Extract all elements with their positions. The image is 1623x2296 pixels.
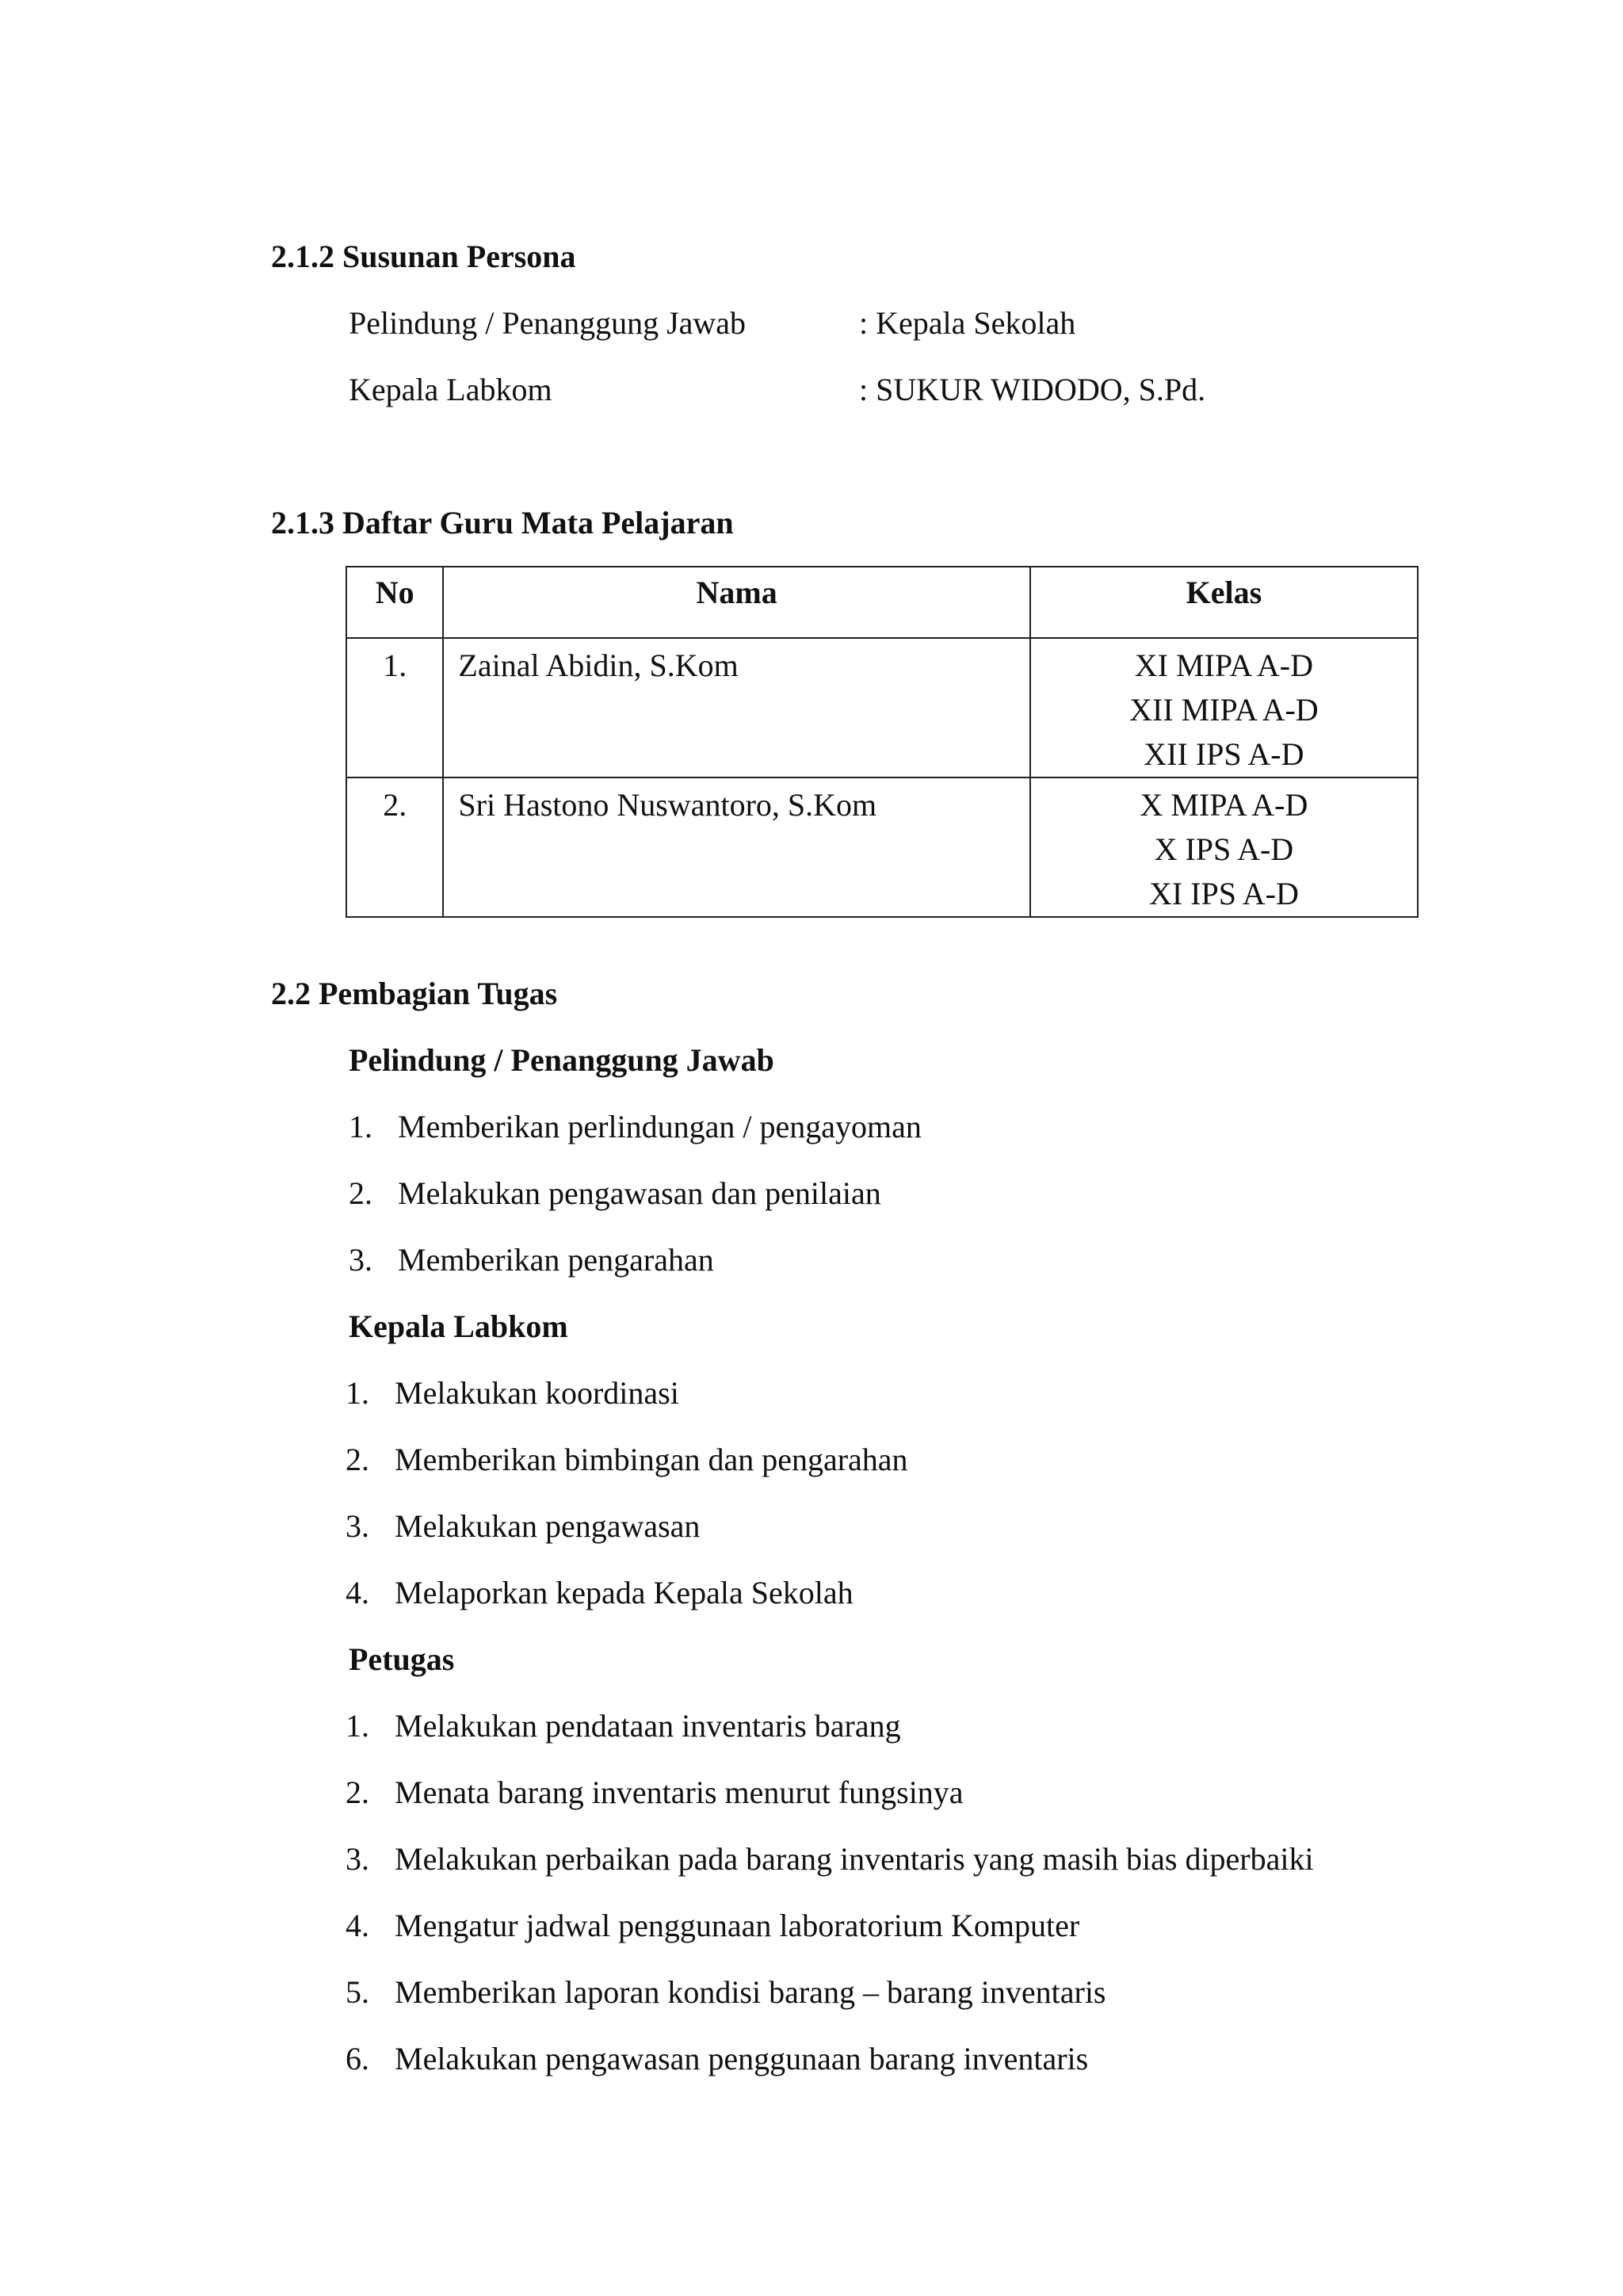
list-item: Memberikan perlindungan / pengayoman xyxy=(398,1109,922,1144)
group-title-petugas: Petugas xyxy=(349,1641,455,1677)
persona-label-pelindung: Pelindung / Penanggung Jawab xyxy=(349,305,747,341)
list-item-number: 4. xyxy=(346,1908,369,1943)
kelas-entry: XII MIPA A-D xyxy=(1129,692,1319,728)
list-item-number: 2. xyxy=(346,1775,369,1810)
column-header-nama: Nama xyxy=(443,567,1029,638)
list-item: Melakukan pengawasan dan penilaian xyxy=(398,1175,881,1211)
column-header-kelas: Kelas xyxy=(1030,567,1418,638)
list-item-number: 1. xyxy=(349,1109,372,1144)
list-item: Melakukan pendataan inventaris barang xyxy=(395,1708,901,1744)
list-item: Melakukan koordinasi xyxy=(395,1375,679,1411)
list-item: Memberikan laporan kondisi barang – barang inventaris xyxy=(395,1974,1106,2010)
list-item-number: 1. xyxy=(346,1708,369,1744)
group-title-kepala-labkom: Kepala Labkom xyxy=(349,1308,568,1344)
cell-no: 2. xyxy=(346,777,443,917)
list-item-number: 4. xyxy=(346,1575,369,1610)
cell-kelas xyxy=(1030,777,1418,917)
kelas-entry: XI MIPA A-D xyxy=(1134,648,1314,683)
group-title-pelindung: Pelindung / Penanggung Jawab xyxy=(349,1042,774,1078)
kelas-entry: XI IPS A-D xyxy=(1148,876,1299,911)
list-item: Melakukan perbaikan pada barang inventaris yang masih bias diperbaiki xyxy=(395,1841,1314,1877)
kelas-entry: X IPS A-D xyxy=(1154,831,1294,867)
persona-value-kepala-labkom: : SUKUR WIDODO, S.Pd. xyxy=(859,372,1206,407)
kelas-entry: X MIPA A-D xyxy=(1140,787,1308,823)
column-header-no: No xyxy=(346,567,443,638)
list-item: Memberikan pengarahan xyxy=(398,1242,714,1278)
table-header-row xyxy=(346,567,1418,638)
section-heading-susunan-persona: 2.1.2 Susunan Persona xyxy=(271,239,576,274)
list-item-number: 2. xyxy=(346,1442,369,1477)
cell-no: 1. xyxy=(346,638,443,777)
list-item-number: 3. xyxy=(346,1508,369,1544)
cell-nama: Zainal Abidin, S.Kom xyxy=(443,638,1029,777)
list-item-number: 1. xyxy=(346,1375,369,1411)
teacher-table xyxy=(346,566,1419,918)
table-row xyxy=(346,638,1418,777)
list-item: Mengatur jadwal penggunaan laboratorium Komputer xyxy=(395,1908,1080,1943)
list-item-number: 2. xyxy=(349,1175,372,1211)
list-item: Melakukan pengawasan xyxy=(395,1508,701,1544)
list-item-number: 5. xyxy=(346,1974,369,2010)
list-item-number: 3. xyxy=(346,1841,369,1877)
list-item-number: 6. xyxy=(346,2041,369,2076)
section-heading-daftar-guru: 2.1.3 Daftar Guru Mata Pelajaran xyxy=(271,505,734,541)
list-item-number: 3. xyxy=(349,1242,372,1278)
table-row xyxy=(346,777,1418,917)
persona-value-pelindung: : Kepala Sekolah xyxy=(859,305,1076,341)
cell-nama: Sri Hastono Nuswantoro, S.Kom xyxy=(443,777,1029,917)
list-item: Menata barang inventaris menurut fungsinya xyxy=(395,1775,964,1810)
list-item: Melaporkan kepada Kepala Sekolah xyxy=(395,1575,854,1610)
list-item: Memberikan bimbingan dan pengarahan xyxy=(395,1442,908,1477)
cell-kelas xyxy=(1030,638,1418,777)
persona-label-kepala-labkom: Kepala Labkom xyxy=(349,372,552,407)
section-heading-pembagian-tugas: 2.2 Pembagian Tugas xyxy=(271,976,558,1011)
list-item: Melakukan pengawasan penggunaan barang inventaris xyxy=(395,2041,1089,2076)
kelas-entry: XII IPS A-D xyxy=(1144,736,1304,772)
